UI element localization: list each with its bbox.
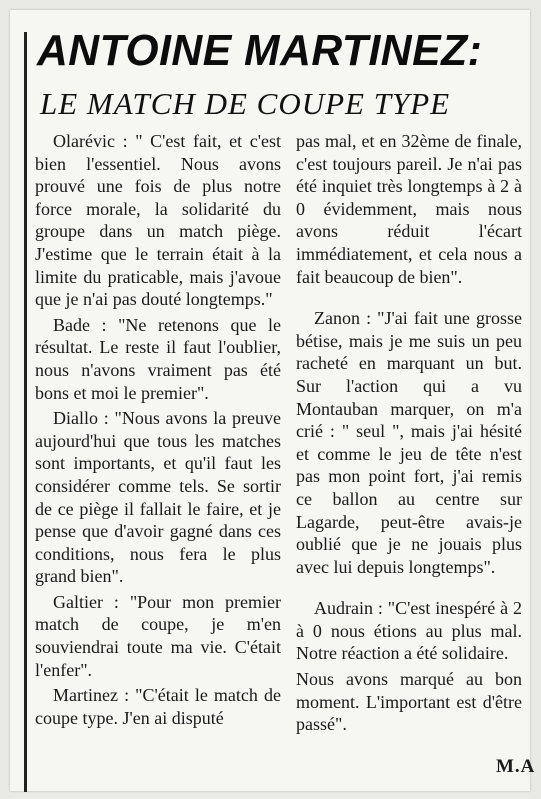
quote-galtier: Galtier : "Pour mon premier match de coupe, je m'en souviendrai toute ma vie. C'était l'enfer". — [35, 591, 281, 680]
author-signature: M.A — [496, 756, 536, 777]
quote-audrain-end: Nous avons marqué au bon moment. L'important est d'être passé". — [296, 669, 522, 735]
column-rule — [24, 32, 27, 792]
quote-martinez-start: Martinez : "C'était le match de coupe type. J'en ai disputé — [35, 685, 281, 728]
quote-zanon: Zanon : "J'ai fait une grosse bétise, mais je me suis un peu racheté en marquant un but. Sur l'action qui a vu Montauban marquer, on m'a crié : " seul ", mais j'ai hésité et comme le jeu de tête n'est pas mon point fort, j'ai remis ce ballon au centre sur Lagarde, peut-être avais-je oublié que je ne jouais plus avec lui depuis longtemps". — [296, 308, 522, 577]
quote-diallo: Diallo : "Nous avons la preuve aujourd'hui que tous les matches sont importants, et qu'il faut les considérer comme tels. Se sortir de ce piège il fallait le faire, et je pense que d'avoir gagné dans ces conditions, nous fera le plus grand bien". — [35, 408, 281, 587]
quote-bade: Bade : "Ne retenons que le résultat. Le reste il faut l'oublier, nous n'avons vraiment pas été bons et moi le premier". — [35, 314, 281, 403]
quote-martinez-end: pas mal, et en 32ème de finale, c'est toujours pareil. Je n'ai pas été inquiet très longtemps à 2 à 0 évidemment, mais nous avons réduit l'écart immédiatement, et cela nous a fait beaucoup de bien". — [296, 131, 522, 287]
article-subheadline: LE MATCH DE COUPE TYPE — [40, 86, 451, 121]
article-headline: ANTOINE MARTINEZ: — [37, 26, 483, 75]
right-column — [296, 130, 522, 739]
left-column — [35, 130, 281, 732]
quote-audrain: Audrain : "C'est inespéré à 2 à 0 nous étions au plus mal. Notre réaction a été solidaire. — [296, 598, 522, 664]
quote-olarevic: Olarévic : " C'est fait, et c'est bien l'essentiel. Nous avons prouvé une fois de plus notre force morale, la solidarité du groupe dans un match piège. J'estime que le terrain était à la limite du praticable, mais j'avoue que je n'ai pas douté longtemps." — [35, 131, 281, 310]
newspaper-clipping — [10, 10, 536, 791]
